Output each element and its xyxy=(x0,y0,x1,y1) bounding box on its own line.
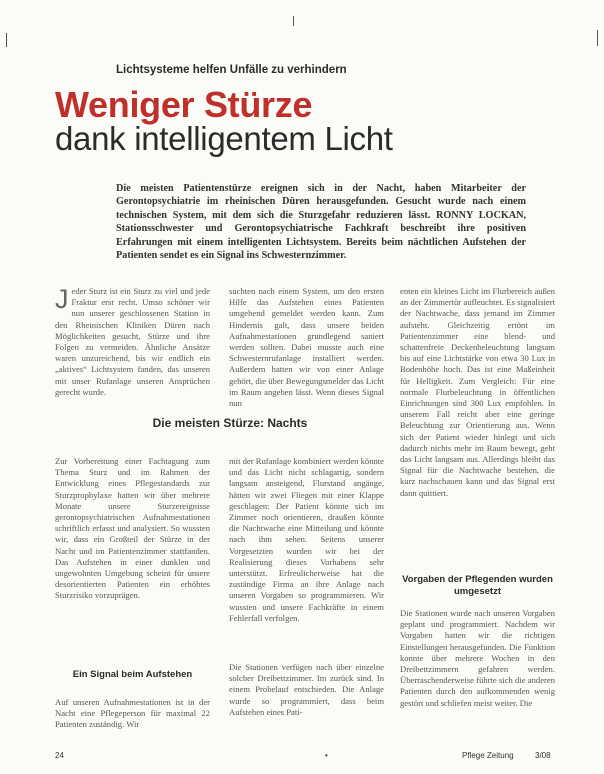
column-1-middle xyxy=(55,456,210,630)
crop-mark-top xyxy=(293,16,294,26)
lead-paragraph: Die meisten Patientenstürze ereignen sich in der Nacht, haben Mitarbeiter der Gerontopsychiatrie im rheinischen Düren herausgefunden. Gesucht wurde nach einem technischen System, mit dem sich die Sturzgefahr reduzieren lässt. RONNY LOCKAN, Stationsschwester und Gerontopsychiatrische Fachkraft beschreibt ihre positiven Erfahrungen mit einem intelligenten Lichtsystem. Bereits beim nächtlichen Aufstehen der Patienten sendet es ein Signal ins Schwesternzimmer. xyxy=(116,183,526,262)
crop-mark-left xyxy=(6,33,7,47)
subhead-signal: Ein Signal beim Aufstehen xyxy=(72,669,193,680)
column-2-top xyxy=(229,286,384,409)
article-kicker: Lichtsysteme helfen Unfälle zu verhindern xyxy=(116,64,347,76)
col1-paragraph-3: Auf unseren Aufnahmestationen ist in der Nacht eine Pflegeperson für maximal 22 Patienten zuständig. Wir xyxy=(55,697,210,730)
magazine-name: Pflege Zeitung xyxy=(462,751,514,760)
column-2-middle xyxy=(229,456,384,654)
drop-cap: J xyxy=(55,284,69,314)
col1-paragraph-1: eder Sturz ist ein Sturz zu viel und jede Fraktur erst recht. Umso schöner wir nun unserer geschlossenen Station in den Rheinischen Kliniken Düren nach Möglichkeiten gesucht, Stürze und ihre Folgen zu vermeiden. Ähnliche Ansätze waren unzureichend, bis wir endlich ein „aktives“ Lichtsystem fanden, das unseren mit unser Rufanlage unseren Ansprüchen gerecht wurde. xyxy=(55,286,210,397)
subhead-guidelines: Vorgaben der Pflegenden wurden umgesetzt xyxy=(402,574,553,597)
column-3-top xyxy=(400,286,555,570)
column-1-bottom xyxy=(55,697,210,743)
headline-red: Weniger Stürze xyxy=(55,84,313,125)
col1-paragraph-2: Zur Vorbereitung einer Fachtagung zum Thema Sturz und im Rahmen der Entwicklung eines Pflegestandards zur Sturzprophylaxe hatten wir über mehrere Monate unsere Sturzereignisse gerontopsychiatrischen Aufnahmestationen schriftlich erfasst und analysiert. So wussten wir, dass ein Großteil der Stürze in der Nacht und im Patientenzimmer stattfanden. Das Aufstehen in einer dunklen und ungewohnten Umgebung scheint für unsere desorientierten Patienten ein erhöhtes Sturzrisiko vorzuprägen. xyxy=(55,456,210,601)
col3-paragraph-2: Die Stationen wurde nach unseren Vorgaben geplant und programmiert. Nachdem wir Vorgaben hatten wir die richtigen Einstellungen herausgefunden. Die Funktion konnte über mehrere Wochen in den Dreibettzimmern gefahren werden. Überraschenderweise führte sich die anderen Patienten durch den aufkommenden wenig gestört und schliefen meist weiter. Die xyxy=(400,608,555,708)
headline-black: dank intelligentem Licht xyxy=(55,120,393,157)
crop-mark-right xyxy=(597,30,598,46)
subhead-nights: Die meisten Stürze: Nachts xyxy=(152,416,308,430)
footer-center-mark: • xyxy=(325,751,328,760)
col3-paragraph-1: enten ein kleines Licht im Flurbereich außen an der Zimmertür aufleuchtet. Es signalisiert der Nachtwache, dass jemand im Zimmer aufsteht. Gleichzeitig ertönt im Patientenzimmer eine blend- und schattenfreie Deckenbeleuchtung langsam bis auf eine Lichtstärke von etwa 30 Lux in Bodenhöhe hoch. Das ist eine Maßeinheit für Helligkeit. Zum Vergleich: Für eine normale Flurbeleuchtung in öffentlichen Einrichtungen sind 300 Lux empfohlen. In unserem Fall reicht aber eine geringe Beleuchtung zur Orientierung aus. Wenn sich der Patient wieder hinlegt und sich dadurch nichts mehr im Raum bewegt, geht das Licht langsam aus. Allerdings bleibt das Signal für die Nachtwache bestehen, die kurz nachschauen kann und das Signal erst dann quittiert. xyxy=(400,286,555,498)
column-2-bottom xyxy=(229,662,384,744)
column-1-top xyxy=(55,286,210,412)
col2-paragraph-2: mit der Rufanlage kombiniert werden könnte und das Licht nicht schlagartig, sondern langsam ansteigend, Flurstand angänge, hätten wir zwei Fliegen mit einer Klappe geschlagen: Der Patient könnte sich im Zimmer noch orientieren, draußen könnte die Nachtwache eine Mitteilung und könnte nach ihm sehen. Seitens unserer Vorgesetzten wurden wir bei der Realisierung dieses Vorhabens sehr unterstützt. Erfreulicherweise hat die zuständige Firma an ihre Anlage nach unseren Vorgaben so programmieren. Wir wussten und unsere Fachkräfte in einem Fehlerfall verfolgen. xyxy=(229,456,384,623)
col2-paragraph-1: suchten nach einem System, um den ersten Hilfe das Aufstehen eines Patienten umgehend gemeldet werden kann. Zum Hindernis galt, dass unsere beiden Aufnahmestationen grundlegend saniert werden sollten. Dabei musste auch eine Schwesternrufanlage installiert werden. Außerdem hatten wir von einer Anlage gehört, die über Bewegungsmelder das Licht im Raum angeben lässt. Wenn dieses Signal nun xyxy=(229,286,384,409)
page-number: 24 xyxy=(55,751,64,760)
col2-paragraph-3: Die Stationen verfügen nach über einzelne solcher Dreibettzimmer. Im zurück sind. In einem Probelauf entschieden. Die Anlage wurde so programmiert, dass beim Aufstehen eines Pati- xyxy=(229,662,384,717)
issue-number: 3/08 xyxy=(535,751,551,760)
column-3-bottom xyxy=(400,608,555,744)
